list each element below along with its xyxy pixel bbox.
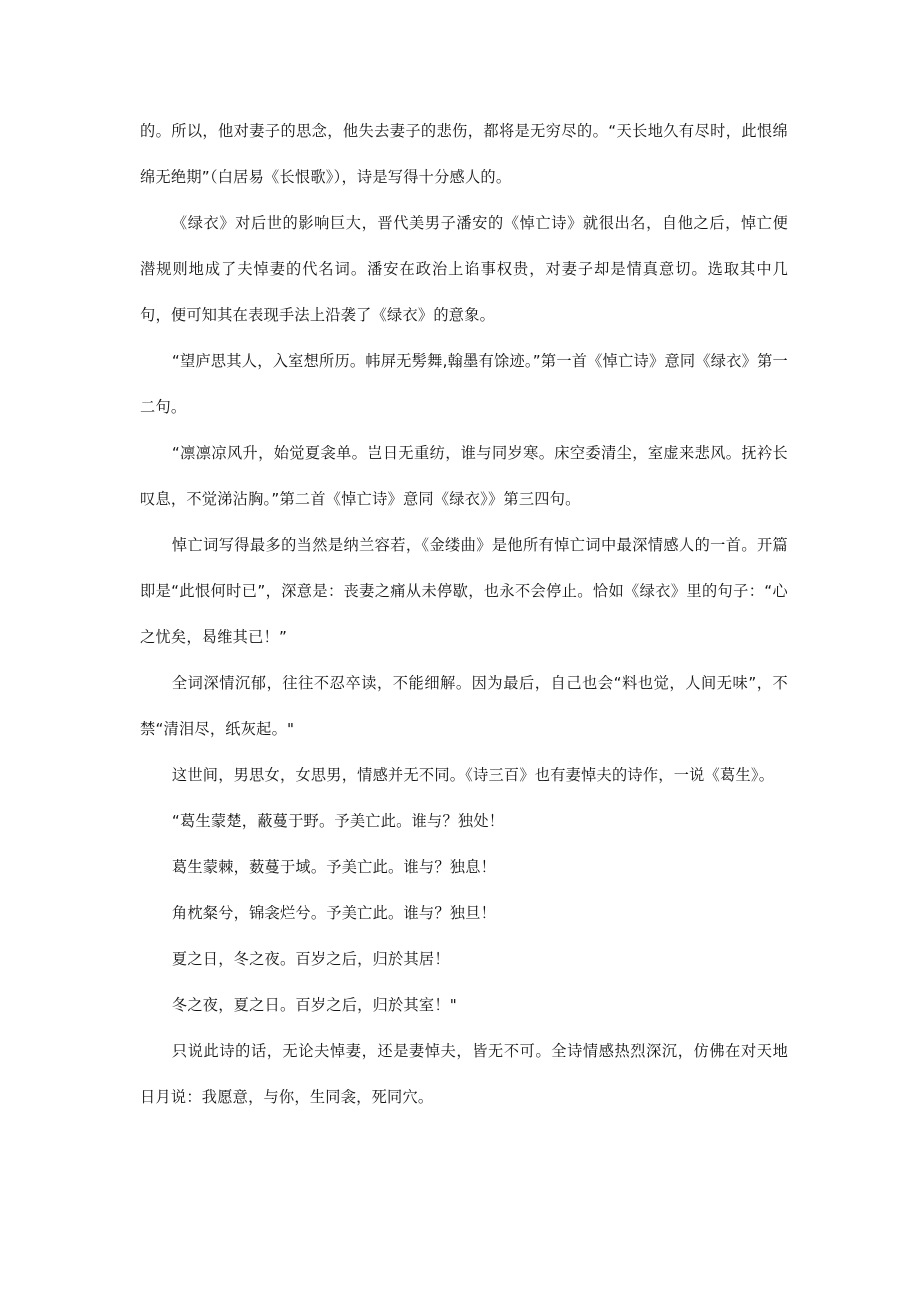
poem-line-4: 夏之日，冬之夜。百岁之后，归於其居！	[171, 950, 450, 968]
paragraph-4: “凛凛凉风升，始觉夏衾单。岂日无重纺，谁与同岁寒。床空委清尘，室虚来悲风。抚衿长叹息，不觉涕沾胸。”第二首《悼亡诗》意同《绿衣》》第三四句。	[140, 444, 788, 508]
text-column	[140, 108, 788, 1120]
paragraph-6: 全词深情沉郁，往往不忍卒读，不能细解。因为最后，自己也会“料也觉，人间无味”，不禁“清泪尽，纸灰起。"	[140, 674, 788, 738]
paragraph-7: 这世间，男思女，女思男，情感并无不同。《诗三百》也有妻悼夫的诗作，一说《葛生》。	[171, 766, 775, 784]
paragraph-8: 只说此诗的话，无论夫悼妻，还是妻悼夫，皆无不可。全诗情感热烈深沉，仿佛在对天地日月说：我愿意，与你，生同衾，死同穴。	[140, 1042, 788, 1106]
poem-line-3: 角枕粲兮，锦衾烂兮。予美亡此。谁与？独旦！	[171, 904, 497, 922]
paragraph-5: 悼亡词写得最多的当然是纳兰容若，《金缕曲》是他所有悼亡词中最深情感人的一首。开篇即是“此恨何时已”，深意是：丧妻之痛从未停歇，也永不会停止。恰如《绿衣》里的句子：“心之忧矣，曷维其已！”	[140, 536, 788, 646]
poem-line-5: 冬之夜，夏之日。百岁之后，归於其室！"	[171, 996, 458, 1014]
paragraph-3: “望庐思其人，入室想所历。帏屏无髣舞,翰墨有馀迹。”第一首《悼亡诗》意同《绿衣》第一二句。	[140, 352, 788, 416]
paragraph-1: 的。所以，他对妻子的思念，他失去妻子的悲伤，都将是无穷尽的。“天长地久有尽时，此恨绵绵无绝期”（白居易《长恨歌》），诗是写得十分感人的。	[140, 122, 788, 186]
poem-line-1: “葛生蒙楚，蔽蔓于野。予美亡此。谁与？独处！	[171, 812, 505, 830]
paragraph-2: 《绿衣》对后世的影响巨大，晋代美男子潘安的《悼亡诗》就很出名，自他之后，悼亡便潜规则地成了夫悼妻的代名词。潘安在政治上谄事权贵，对妻子却是情真意切。选取其中几句，便可知其在表现手法上沿袭了《绿衣》的意象。	[140, 214, 788, 324]
poem-line-2: 葛生蒙棘，薮蔓于域。予美亡此。谁与？独息！	[171, 858, 497, 876]
